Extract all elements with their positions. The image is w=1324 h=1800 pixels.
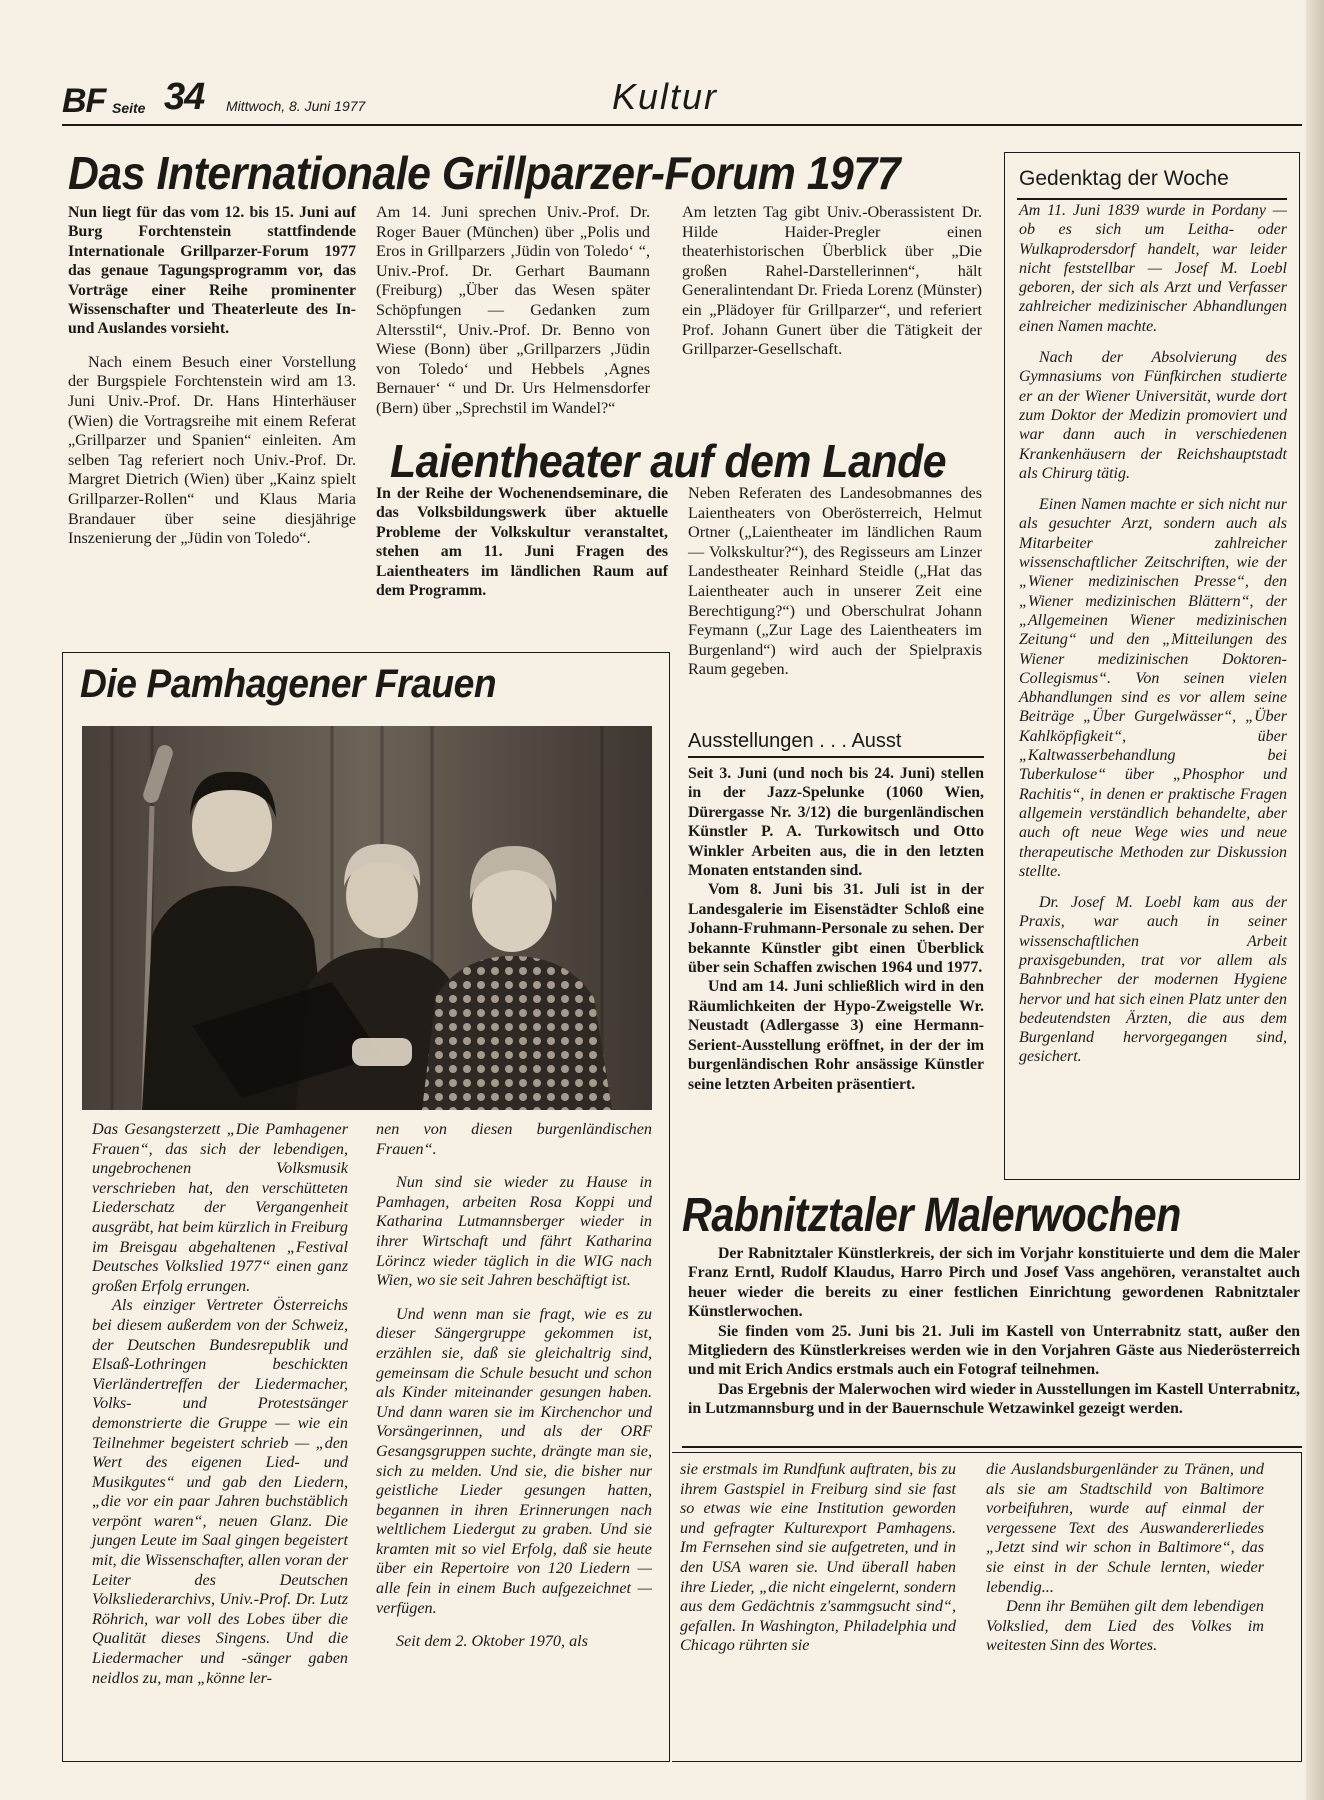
rabnitztal-paragraph: Das Ergebnis der Malerwochen wird wieder in Ausstellungen im Kastell Unterrabnitz, in Lutzmannsburg und in der Bauernschule Wetzawinkel gezeigt werden. (688, 1380, 1300, 1418)
pamhagen-paragraph: Und wenn man sie fragt, wie es zu dieser Sängergruppe gekommen ist, erzählen sie, daß sie gleichaltrig sind, gemeinsam die Schule besucht und schon als Kinder miteinander gesungen haben. Und dann waren sie im Kirchenchor und Vorsängerinnen, und als der ORF Gesangsgruppen suchte, drängte man sie, sich zu melden. Und sie, die bisher nur geistliche Lieder gesungen hatten, begannen in ihren Erinnerungen nach weltlichem Liedergut zu graben. Und sie kramten mit so viel Erfolg, daß sie heute über ein Repertoire von 120 Liedern — alle fein in einem Buch aufgezeichnet — verfügen. (376, 1304, 652, 1617)
pamhagen-paragraph: Denn ihr Bemühen gilt dem lebendigen Volkslied, dem Lied des Volkes im weitesten Sinn des Wortes. (986, 1597, 1264, 1655)
ausstellungen-rule (688, 756, 984, 758)
rabnitztal-paragraph: Der Rabnitztaler Künstlerkreis, der sich im Vorjahr konstituierte und dem die Maler Franz Erntl, Rudolf Klaudus, Harro Pirch und Josef Vass angehören, veranstaltet auch heuer wieder die bereits zu einer festlichen Einrichtung gewordenen Rabnitztaler Künstlerwochen. (688, 1245, 1300, 1321)
rabnitztal-rule (682, 1446, 1302, 1448)
rabnitztal-text (688, 1244, 1300, 1419)
pamhagen-headline: Die Pamhagener Frauen (80, 662, 497, 706)
page-label: Seite (112, 100, 146, 116)
gedenktag-title-rule (1017, 198, 1287, 200)
pamhagen-paragraph: die Auslandsburgenländer zu Tränen, und als sie am Stadtschild von Baltimore vorbeifuhren, wurde auf einmal der vergessene Text des Auswandererliedes „Jetzt sind wir schon in Baltimore“, das sie einst in der Schule lernten, wieder lebendig... (986, 1460, 1264, 1596)
singers-photo-illustration (82, 726, 652, 1110)
grillparzer-paragraph: Nach einem Besuch einer Vorstellung der Burgspiele Forchtenstein wird am 13. Juni Univ.-Prof. Dr. Hans Hinterhäuser (Wien) die Vortragsreihe mit einem Referat „Grillparzer und Spanien“ einleiten. Am selben Tag referiert noch Univ.-Prof. Dr. Margret Dietrich (Wien) über „Kainz spielt Grillparzer-Rollen“ und Klaus Maria Brandauer über seine diesjährige Inszenierung der „Jüdin von Toledo“. (68, 352, 356, 548)
paper-logo: BF (62, 82, 106, 120)
grillparzer-lead: Nun liegt für das vom 12. bis 15. Juni auf Burg Forchtenstein stattfindende Internationale Grillparzer-Forum 1977 das genaue Tagungsprogramm vor, das Vorträge einer Reihe prominenter Wissenschafter und Theaterleute des In- und Auslandes vorsieht. (68, 204, 356, 338)
ausstellungen-paragraph: Seit 3. Juni (und noch bis 24. Juni) stellen in der Jazz-Spelunke (1060 Wien, Dürergasse Nr. 3/12) die burgenländischen Künstler P. A. Turkowitsch und Otto Winkler Arbeiten aus, die in den letzten Monaten entstanden sind. (688, 765, 984, 880)
pamhagen-col-3 (680, 1460, 956, 1656)
page-edge (1306, 0, 1324, 1800)
laientheater-body: Neben Referaten des Landesobmannes des Laientheaters von Oberösterreich, Helmut Ortner („Laientheater im ländlichen Raum — Volkskultur?“), des Regisseurs am Linzer Landestheater Reinhard Steidle („Hat das Laientheater auch in unserer Zeit eine Berechtigung?“) und Oberschulrat Johann Feymann („Zur Lage des Laientheaters im Burgenland“) wird auch der Spielpraxis Raum gegeben. (688, 484, 982, 679)
ausstellungen-paragraph: Vom 8. Juni bis 31. Juli ist in der Landesgalerie im Eisenstädter Schloß eine Johann-Fruhmann-Personale zu sehen. Der bekannte Künstler gibt einen Überblick über sein Schaffen zwischen 1964 und 1977. (688, 881, 984, 977)
laientheater-headline: Laientheater auf dem Lande (390, 435, 947, 487)
issue-date: Mittwoch, 8. Juni 1977 (226, 98, 366, 114)
masthead (62, 74, 1302, 124)
masthead-rule (62, 124, 1302, 126)
gedenktag-paragraph: Dr. Josef M. Loebl kam aus der Praxis, war auch in seiner wissenschaftlichen Arbeit praxisgebunden, trat vor allem als Bahnbrecher der modernen Hygiene hervor und hat sich einen Platz unter den bedeutendsten Ärzten, die aus dem Burgenland hervorgegangen sind, gesichert. (1019, 894, 1287, 1066)
pamhagen-col-1 (92, 1120, 348, 1688)
pamhagen-paragraph: Seit dem 2. Oktober 1970, als (396, 1632, 588, 1651)
pamhagen-paragraph: sie erstmals im Rundfunk auftraten, bis zu ihrem Gastspiel in Freiburg sind sie fast so etwas wie eine Institution geworden und gefragter Kulturexport Pamhagens. Im Fernsehen sind sie aufgetreten, und in den USA waren sie. Und überall haben ihre Lieder, „die nicht eingelernt, sondern aus dem Gedächtnis z'sammgsucht sind“, gefallen. In Washington, Philadelphia und Chicago rührten sie (680, 1460, 956, 1655)
grillparzer-paragraph: Am letzten Tag gibt Univ.-Oberassistent Dr. Hilde Haider-Pregler einen theaterhistorischen Überblick über „Die großen Rahel-Darstellerinnen“, hält Generalintendant Dr. Frieda Lorenz (Münster) ein „Plädoyer für Grillparzer“, und referiert Prof. Johann Gunert über die Tätigkeit der Grillparzer-Gesellschaft. (682, 203, 982, 359)
pamhagen-paragraph: Nun sind sie wieder zu Hause in Pamhagen, arbeiten Rosa Koppi und Katharina Lutmannsberger wieder in ihrer Wirtschaft und fährt Katharina Lörincz wieder täglich in die WIG nach Wien, wo sie seit Jahren beschäftigt ist. (376, 1173, 652, 1290)
ausstellungen-text (688, 764, 984, 1094)
pamhagen-col-4 (986, 1460, 1264, 1656)
laientheater-lead: In der Reihe der Wochenendseminare, die das Volksbildungswerk über aktuelle Probleme der Volkskultur veranstaltet, stehen am 11. Juni Fragen des Laientheaters im ländlichen Raum auf dem Programm. (376, 485, 668, 600)
ausstellungen-paragraph: Und am 14. Juni schließlich wird in den Räumlichkeiten der Hypo-Zweigstelle Wr. Neustadt (Adlergasse 3) eine Hermann-Serient-Ausstellung eröffnet, in der der im burgenländischen Rohr ansässige Künstler seine letzten Arbeiten präsentiert. (688, 978, 984, 1093)
grillparzer-col-2 (376, 203, 650, 419)
gedenktag-title: Gedenktag der Woche (1019, 167, 1229, 190)
rabnitztal-paragraph: Sie finden vom 25. Juni bis 21. Juli im Kastell von Unterrabnitz statt, außer den Mitgliedern des Künstlerkreises werden wie in den Vorjahren Gäste aus Niederösterreich und mit Erich Andics erstmals auch ein Fotograf teilnehmen. (688, 1322, 1300, 1379)
gedenktag-paragraph: Einen Namen machte er sich nicht nur als gesuchter Arzt, sondern auch als Mitarbeiter zahlreicher wissenschaftlicher Zeitschriften, wie der „Wiener medizinischen Presse“, den „Wiener medizinischen Blättern“, der „Allgemeinen Wiener medizinischen Zeitung“ und den „Mitteilungen des Wiener medizinischen Doktoren-Collegismus“. Von seinen vielen Abhandlungen sind es vor allem seine Beiträge „Über Gurgelwässer“, „Über Kahlköpfigkeit“, über „Kaltwasserbehandlung bei Tuberkulose“ über „Phosphor und Rachitis“, in denen er praktische Fragen allgemein verständlich behandelte, aber auch oft neue Wege wies und neue therapeutische Methoden zur Diskussion stellte. (1019, 496, 1287, 880)
grillparzer-headline: Das Internationale Grillparzer-Forum 1977 (68, 147, 901, 199)
pamhagen-col-2 (376, 1120, 652, 1652)
pamhagen-paragraph: Als einziger Vertreter Österreichs bei diesem außerdem von der Schweiz, der Deutschen Bundesrepublik und Elsaß-Lothringen beschickten Vierländertreffen der Liedermacher, Volks- und Protestsänger demonstrierte die Gruppe — wie ein Teilnehmer begeistert schrieb — „den Wert des eigenen Lied- und Musikgutes“ und gab den Liedern, „die vor ein paar Jahren buchstäblich verpönt waren“, neuen Glanz. Die jungen Leute im Saal gingen begeistert mit, die Wissenschafter, allen voran der Leiter des Deutschen Volksliederarchivs, Univ.-Prof. Dr. Lutz Röhrich, war voll des Lobes über die Qualität dieses Singens. Und die Liedermacher und -sänger gaben neidlos zu, man „könne ler- (92, 1296, 348, 1687)
ausstellungen-title: Ausstellungen . . . Ausst (688, 730, 902, 752)
gedenktag-box (1004, 152, 1300, 1180)
pamhagen-photo (82, 726, 652, 1110)
pamhagen-paragraph: nen von diesen burgenländischen Frauen“. (376, 1120, 652, 1158)
grillparzer-col-1 (68, 203, 356, 549)
grillparzer-col-3 (682, 203, 982, 360)
section-title: Kultur (612, 76, 719, 117)
pamhagen-paragraph: Das Gesangsterzett „Die Pamhagener Frauen“, das sich der lebendigen, ungebrochenen Volksmusik verschrieben hat, den verschütteten Liederschatz der Vergangenheit ausgräbt, hat beim kürzlich in Freiburg im Breisgau abgehaltenen „Festival Deutsches Volkslied 1977“ einen ganz großen Erfolg errungen. (92, 1120, 348, 1295)
page-number: 34 (164, 76, 205, 118)
gedenktag-paragraph: Nach der Absolvierung des Gymnasiums von Fünfkirchen studierte er an der Wiener Universität, wurde dort zum Doktor der Medizin promoviert und war dann auch in verschiedenen Krankenhäusern der Reichshauptstadt als Chirurg tätig. (1019, 349, 1287, 482)
gedenktag-paragraph: Am 11. Juni 1839 wurde in Pordany — ob es sich um Leitha- oder Wulkaprodersdorf handelt, war leider nicht feststellbar — Josef M. Loebl geboren, der sich als Arzt und Verfasser zahlreicher medizinischer Abhandlungen einen Namen machte. (1019, 202, 1287, 335)
gedenktag-text (1019, 201, 1287, 1067)
grillparzer-paragraph: Am 14. Juni sprechen Univ.-Prof. Dr. Roger Bauer (München) über „Polis und Eros in Grillparzers ‚Jüdin von Toledo‘ “, Univ.-Prof. Dr. Gerhart Baumann (Freiburg) „Über das Wesen später Schöpfungen — Gedanken zum Altersstil“, Univ.-Prof. Dr. Benno von Wiese (Bonn) über „Grillparzers ‚Jüdin von Toledo‘ und Hebbels ‚Agnes Bernauer‘ “ und Dr. Urs Helmensdorfer (Bern) über „Sprechstil im Wandel?“ (376, 203, 650, 417)
rabnitztal-headline: Rabnitztaler Malerwochen (682, 1189, 1181, 1242)
